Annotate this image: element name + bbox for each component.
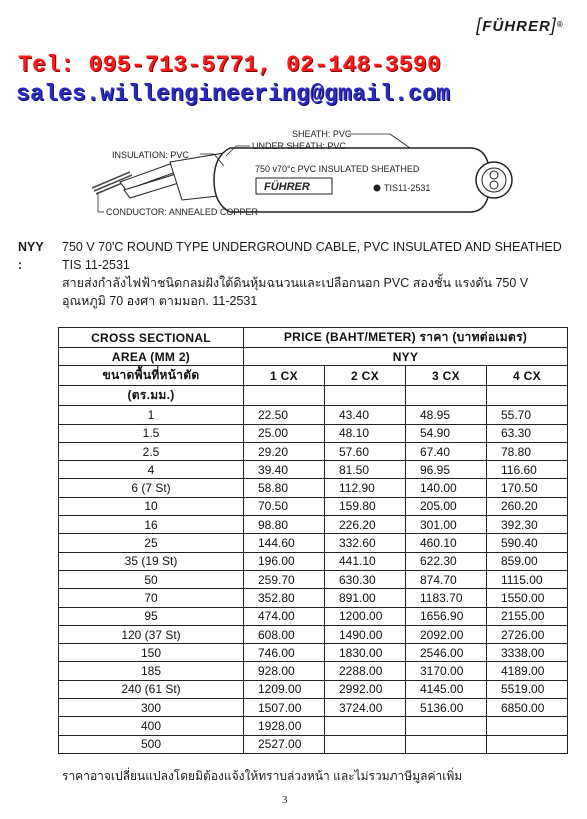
price-4cx-cell: 859.00 (487, 552, 568, 570)
price-1cx-cell: 474.00 (244, 607, 325, 625)
price-table-body (59, 406, 568, 754)
price-2cx-cell: 159.80 (325, 497, 406, 515)
price-3cx-cell: 48.95 (406, 406, 487, 424)
price-1cx-cell: 58.80 (244, 479, 325, 497)
table-row (59, 497, 568, 515)
size-cell: 4 (59, 461, 244, 479)
price-1cx-cell: 144.60 (244, 534, 325, 552)
description-line-2: TIS 11-2531 (62, 258, 130, 272)
contact-email: sales.willengineering@gmail.com (16, 81, 451, 107)
header-empty-cell (325, 386, 406, 406)
price-2cx-cell: 1490.00 (325, 625, 406, 643)
logo-text: FÜHRER (482, 18, 551, 35)
price-2cx-cell: 3724.00 (325, 699, 406, 717)
price-4cx-cell: 1550.00 (487, 589, 568, 607)
price-2cx-cell: 1200.00 (325, 607, 406, 625)
price-3cx-cell: 4145.00 (406, 680, 487, 698)
cable-brand: FÜHRER (264, 181, 310, 193)
price-2cx-cell: 630.30 (325, 570, 406, 588)
price-1cx-cell: 29.20 (244, 442, 325, 460)
price-3cx-cell: 1183.70 (406, 589, 487, 607)
price-4cx-cell: 78.80 (487, 442, 568, 460)
header-empty-cell (406, 386, 487, 406)
price-1cx-cell: 39.40 (244, 461, 325, 479)
column-header-4cx: 4 CX (487, 366, 568, 386)
price-4cx-cell: 392.30 (487, 516, 568, 534)
table-row (59, 644, 568, 662)
price-1cx-cell: 196.00 (244, 552, 325, 570)
price-3cx-cell: 874.70 (406, 570, 487, 588)
price-2cx-cell: 57.60 (325, 442, 406, 460)
size-cell: 25 (59, 534, 244, 552)
price-2cx-cell (325, 717, 406, 735)
price-4cx-cell: 590.40 (487, 534, 568, 552)
table-row (59, 680, 568, 698)
table-row (59, 717, 568, 735)
label-sheath: SHEATH: PVC (292, 129, 352, 139)
price-4cx-cell: 5519.00 (487, 680, 568, 698)
price-2cx-cell: 112.90 (325, 479, 406, 497)
price-2cx-cell: 43.40 (325, 406, 406, 424)
table-row (59, 607, 568, 625)
table-row (59, 479, 568, 497)
price-3cx-cell: 622.30 (406, 552, 487, 570)
price-4cx-cell (487, 735, 568, 753)
header-empty-cell (244, 386, 325, 406)
size-cell: 16 (59, 516, 244, 534)
table-row (59, 442, 568, 460)
price-2cx-cell: 48.10 (325, 424, 406, 442)
price-3cx-cell: 460.10 (406, 534, 487, 552)
size-cell: 400 (59, 717, 244, 735)
price-4cx-cell: 63.30 (487, 424, 568, 442)
table-row (59, 735, 568, 753)
price-1cx-cell: 259.70 (244, 570, 325, 588)
price-3cx-cell: 1656.90 (406, 607, 487, 625)
price-note: ราคาอาจเปลี่ยนแปลงโดยมิต้องแจ้งให้ทราบล่วงหน้า และไม่รวมภาษีมูลค่าเพิ่ม (62, 769, 463, 783)
column-header-3cx: 3 CX (406, 366, 487, 386)
product-code: NYY : (18, 240, 44, 272)
price-2cx-cell: 226.20 (325, 516, 406, 534)
price-1cx-cell: 1928.00 (244, 717, 325, 735)
column-header-2cx: 2 CX (325, 366, 406, 386)
size-cell: 70 (59, 589, 244, 607)
table-row (59, 534, 568, 552)
price-2cx-cell: 1830.00 (325, 644, 406, 662)
price-2cx-cell: 81.50 (325, 461, 406, 479)
header-cross-sectional: CROSS SECTIONAL (59, 328, 244, 348)
price-1cx-cell: 25.00 (244, 424, 325, 442)
price-2cx-cell (325, 735, 406, 753)
price-3cx-cell: 2546.00 (406, 644, 487, 662)
table-row (59, 662, 568, 680)
price-2cx-cell: 2992.00 (325, 680, 406, 698)
price-1cx-cell: 70.50 (244, 497, 325, 515)
logo-reg-mark: ® (556, 20, 564, 29)
price-1cx-cell: 1507.00 (244, 699, 325, 717)
description-line-4: อุณหภูมิ 70 องศา ตามมอก. 11-2531 (62, 294, 258, 308)
table-row (59, 424, 568, 442)
price-3cx-cell: 67.40 (406, 442, 487, 460)
table-row (59, 552, 568, 570)
price-2cx-cell: 332.60 (325, 534, 406, 552)
price-1cx-cell: 352.80 (244, 589, 325, 607)
size-cell: 1.5 (59, 424, 244, 442)
price-4cx-cell: 116.60 (487, 461, 568, 479)
label-insulation: INSULATION: PVC (112, 150, 189, 160)
description-line-3: สายส่งกำลังไฟฟ้าชนิดกลมฝังใต้ดินหุ้มฉนวนและเปลือกนอก PVC สองชั้น แรงดัน 750 V (62, 276, 529, 290)
cable-diagram (90, 124, 520, 224)
table-row (59, 516, 568, 534)
header-empty-cell (487, 386, 568, 406)
size-cell: 500 (59, 735, 244, 753)
size-cell: 185 (59, 662, 244, 680)
price-4cx-cell: 4189.00 (487, 662, 568, 680)
size-cell: 1 (59, 406, 244, 424)
header-group: NYY (244, 348, 568, 366)
description-line-1: 750 V 70'C ROUND TYPE UNDERGROUND CABLE, PVC INSULATED AND SHEATHED (62, 240, 562, 254)
price-3cx-cell: 5136.00 (406, 699, 487, 717)
price-1cx-cell: 608.00 (244, 625, 325, 643)
price-4cx-cell: 1115.00 (487, 570, 568, 588)
price-3cx-cell: 54.90 (406, 424, 487, 442)
column-header-1cx: 1 CX (244, 366, 325, 386)
header-price: PRICE (BAHT/METER) ราคา (บาทต่อเมตร) (244, 328, 568, 348)
table-row (59, 625, 568, 643)
price-4cx-cell: 170.50 (487, 479, 568, 497)
price-3cx-cell: 2092.00 (406, 625, 487, 643)
price-1cx-cell: 2527.00 (244, 735, 325, 753)
size-cell: 120 (37 St) (59, 625, 244, 643)
brand-logo: [FÜHRER]® (476, 15, 564, 35)
price-3cx-cell: 205.00 (406, 497, 487, 515)
price-2cx-cell: 891.00 (325, 589, 406, 607)
size-cell: 10 (59, 497, 244, 515)
table-row (59, 589, 568, 607)
header-area-thai: ขนาดพื้นที่หน้าตัด (59, 366, 244, 386)
price-4cx-cell: 55.70 (487, 406, 568, 424)
table-row (59, 406, 568, 424)
cable-print-line: 750 v70°c PVC INSULATED SHEATHED (255, 164, 420, 174)
price-3cx-cell (406, 717, 487, 735)
header-unit-thai: (ตร.มม.) (59, 386, 244, 406)
price-4cx-cell: 260.20 (487, 497, 568, 515)
price-3cx-cell: 140.00 (406, 479, 487, 497)
price-4cx-cell (487, 717, 568, 735)
price-1cx-cell: 98.80 (244, 516, 325, 534)
size-cell: 300 (59, 699, 244, 717)
table-row (59, 699, 568, 717)
cable-standard: TIS11-2531 (384, 183, 431, 193)
size-cell: 50 (59, 570, 244, 588)
label-under-sheath: UNDER SHEATH: PVC (252, 141, 346, 151)
price-1cx-cell: 22.50 (244, 406, 325, 424)
price-table (58, 327, 568, 754)
price-4cx-cell: 6850.00 (487, 699, 568, 717)
price-2cx-cell: 441.10 (325, 552, 406, 570)
page-number: 3 (282, 794, 288, 806)
size-cell: 2.5 (59, 442, 244, 460)
size-cell: 95 (59, 607, 244, 625)
price-3cx-cell: 96.95 (406, 461, 487, 479)
price-1cx-cell: 1209.00 (244, 680, 325, 698)
size-cell: 6 (7 St) (59, 479, 244, 497)
contact-phone: Tel: 095-713-5771, 02-148-3590 (18, 52, 442, 78)
size-cell: 35 (19 St) (59, 552, 244, 570)
label-conductor: CONDUCTOR: ANNEALED COPPER (106, 207, 258, 217)
price-3cx-cell: 3170.00 (406, 662, 487, 680)
price-2cx-cell: 2288.00 (325, 662, 406, 680)
price-4cx-cell: 2155.00 (487, 607, 568, 625)
price-3cx-cell (406, 735, 487, 753)
header-area: AREA (MM 2) (59, 348, 244, 366)
size-cell: 240 (61 St) (59, 680, 244, 698)
price-4cx-cell: 2726.00 (487, 625, 568, 643)
table-row (59, 461, 568, 479)
table-row (59, 570, 568, 588)
size-cell: 150 (59, 644, 244, 662)
price-3cx-cell: 301.00 (406, 516, 487, 534)
price-4cx-cell: 3338.00 (487, 644, 568, 662)
price-1cx-cell: 746.00 (244, 644, 325, 662)
price-1cx-cell: 928.00 (244, 662, 325, 680)
